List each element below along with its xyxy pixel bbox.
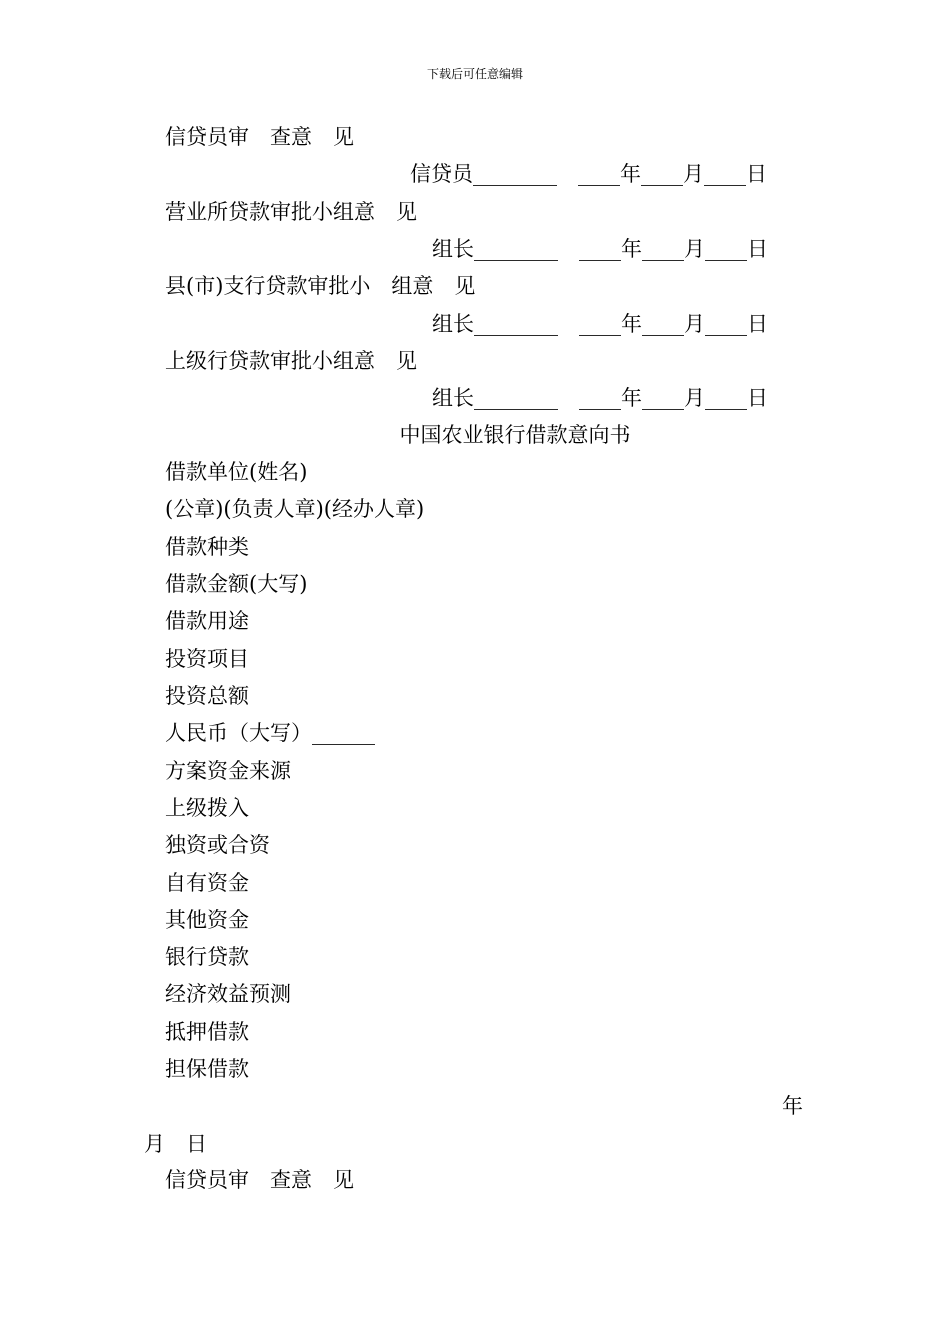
- field-rmb-amount: 人民币（大写）______: [165, 721, 375, 745]
- field-borrower: 借款单位(姓名): [165, 460, 308, 484]
- approval-label-credit-officer: 信贷员审 查意 见: [165, 125, 354, 149]
- approval-label-county-branch: 县(市)支行贷款审批小 组意 见: [165, 274, 476, 298]
- field-own-funds: 自有资金: [165, 871, 249, 895]
- approval-label-higher-branch: 上级行贷款审批小组意 见: [165, 349, 417, 373]
- field-economic-forecast: 经济效益预测: [165, 982, 291, 1006]
- field-seals: (公章)(负责人章)(经办人章): [165, 497, 425, 521]
- signature-line-branch-office: 组长________ ____年____月____日: [432, 237, 768, 261]
- field-investment-project: 投资项目: [165, 647, 249, 671]
- field-loan-purpose: 借款用途: [165, 609, 249, 633]
- date-year: 年: [782, 1094, 803, 1118]
- field-guaranteed-loan: 担保借款: [165, 1057, 249, 1081]
- document-title: 中国农业银行借款意向书: [399, 423, 631, 447]
- field-other-funds: 其他资金: [165, 908, 249, 932]
- field-loan-amount: 借款金额(大写): [165, 572, 308, 596]
- signature-line-credit-officer: 信贷员________ ____年____月____日: [410, 162, 767, 186]
- field-fund-source: 方案资金来源: [165, 759, 291, 783]
- field-bank-loan: 银行贷款: [165, 945, 249, 969]
- page-header: 下载后可任意编辑: [426, 67, 523, 81]
- signature-line-county-branch: 组长________ ____年____月____日: [432, 312, 768, 336]
- field-loan-type: 借款种类: [165, 535, 249, 559]
- footer-approval-label: 信贷员审 查意 见: [165, 1168, 354, 1192]
- field-superior-allocation: 上级拨入: [165, 796, 249, 820]
- approval-label-branch-office: 营业所贷款审批小组意 见: [165, 200, 417, 224]
- field-sole-or-joint: 独资或合资: [165, 833, 270, 857]
- field-mortgage-loan: 抵押借款: [165, 1020, 249, 1044]
- date-month-day: 月 日: [144, 1132, 207, 1156]
- signature-line-higher-branch: 组长________ ____年____月____日: [432, 386, 768, 410]
- field-investment-total: 投资总额: [165, 684, 249, 708]
